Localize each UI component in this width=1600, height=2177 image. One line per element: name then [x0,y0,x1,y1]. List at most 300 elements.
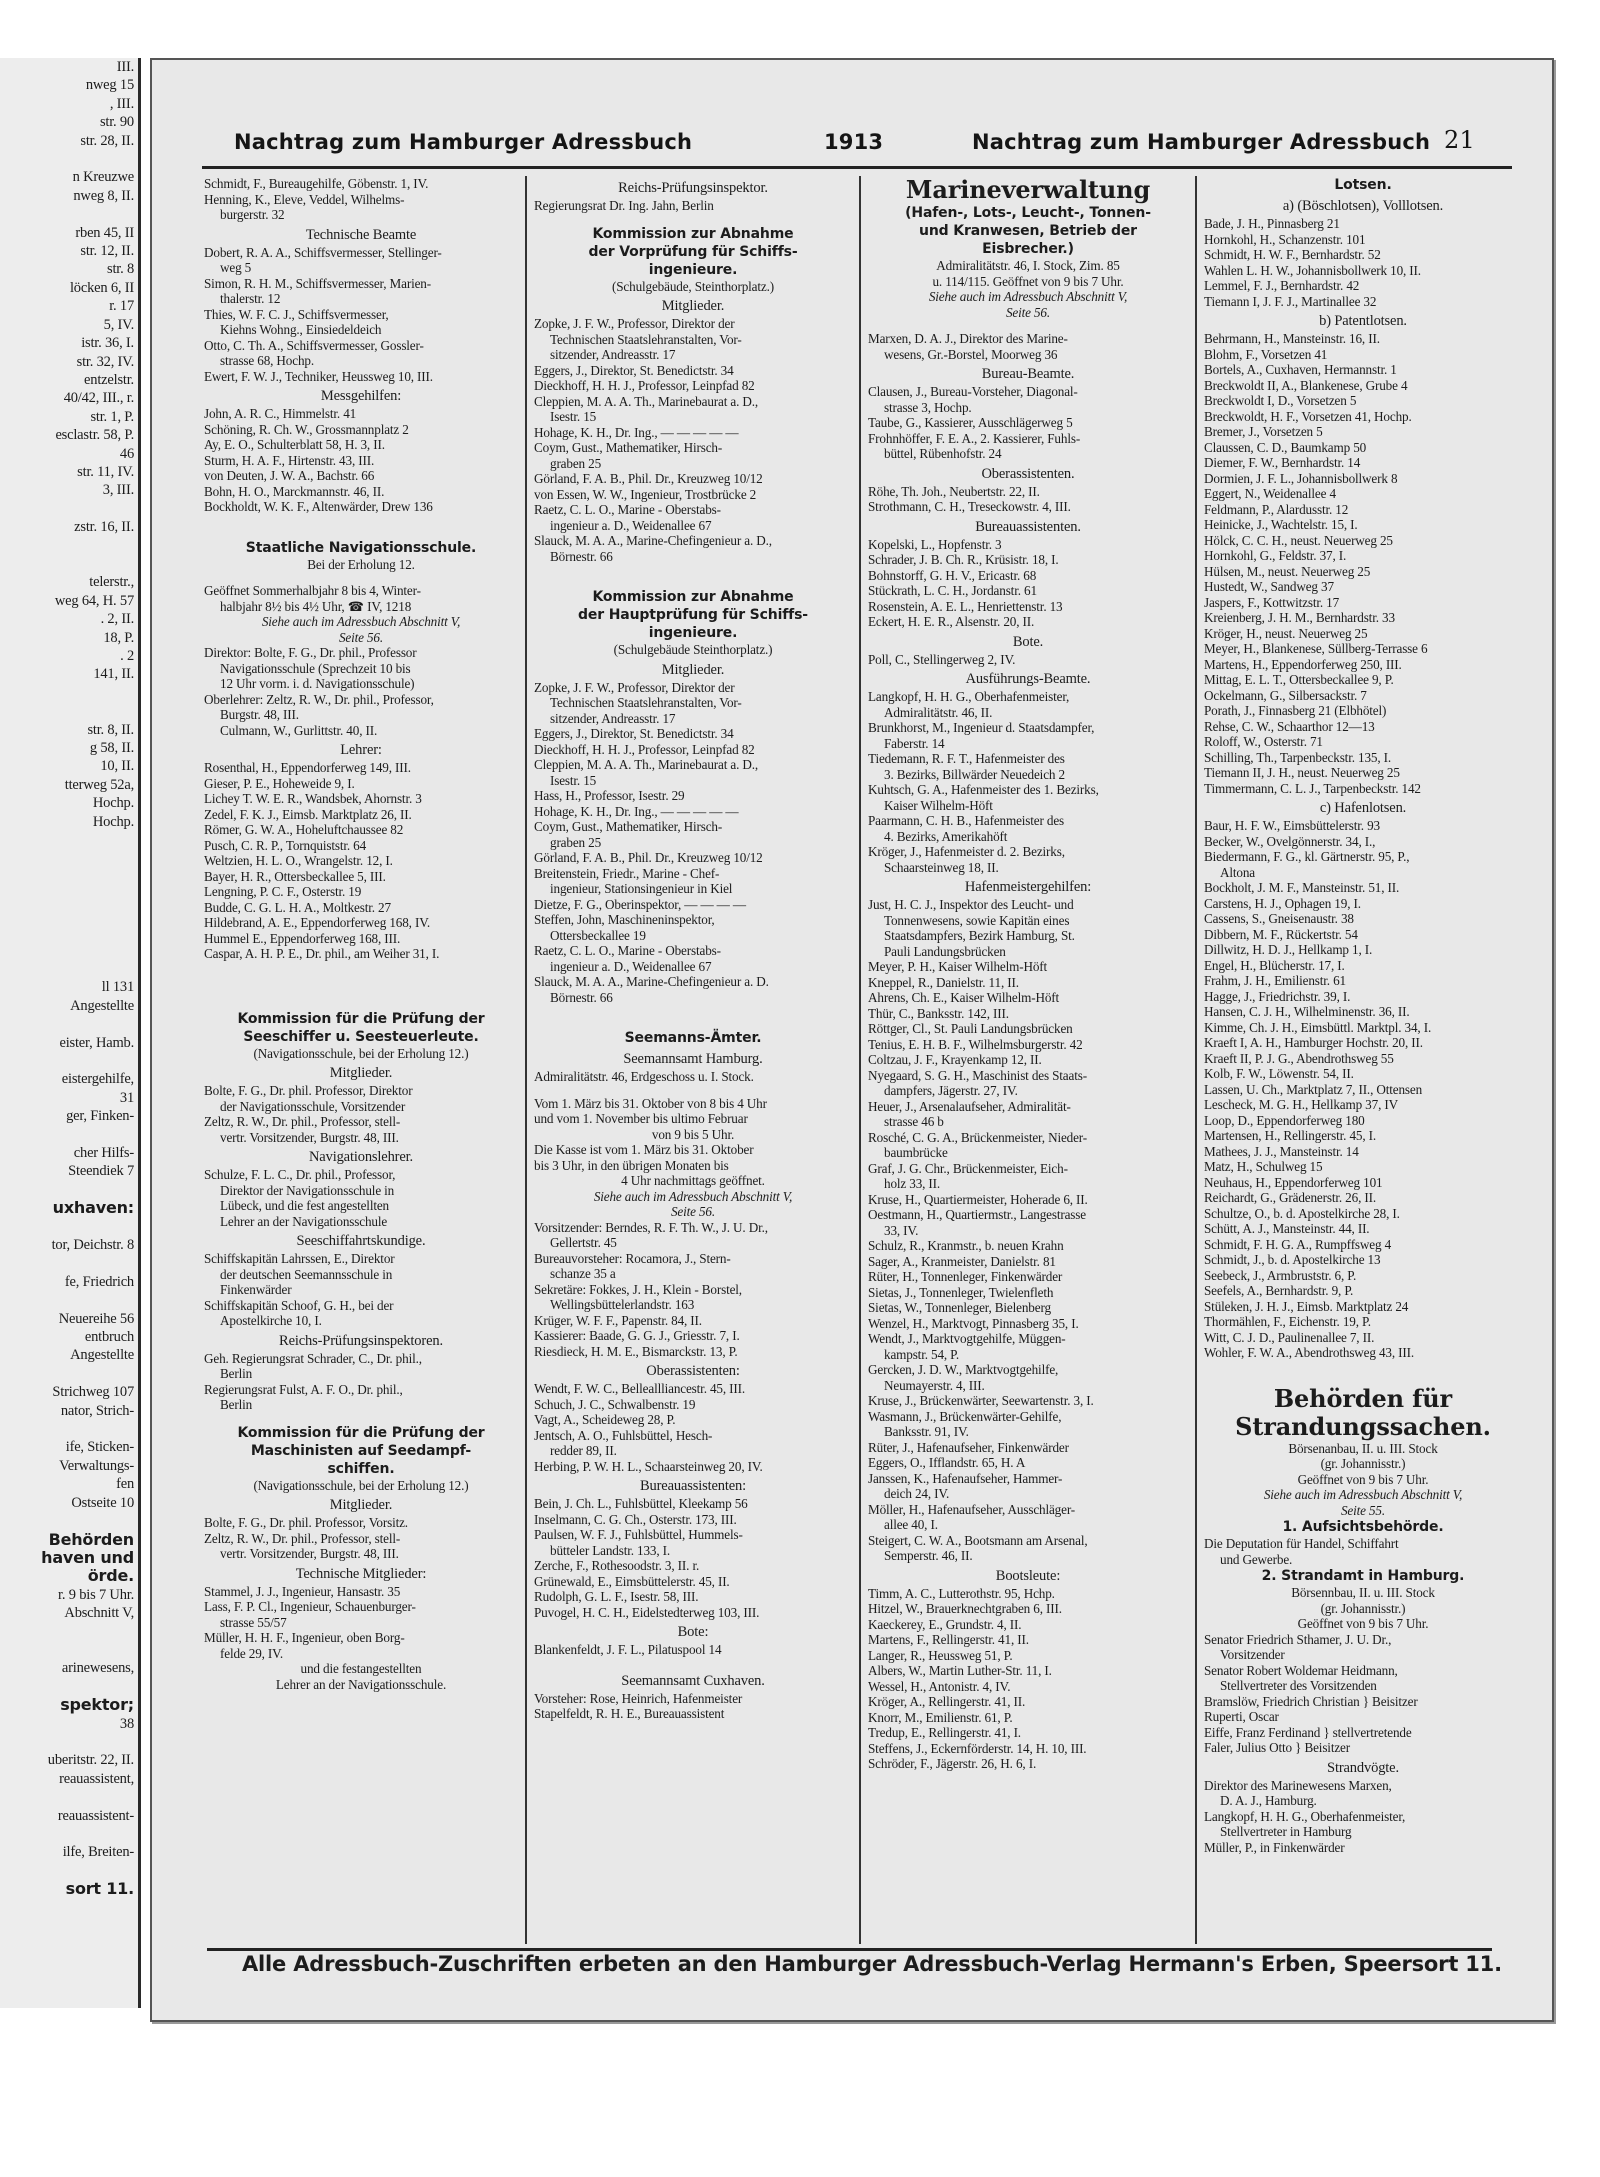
directory-entry: Langkopf, H. H. G., Oberhafenmeister, [1204,1808,1406,1824]
directory-entry: Röhe, Th. Joh., Neubertstr. 22, II. [868,483,1040,499]
entry-continuation: strasse 3, Hochp. [884,399,972,415]
directory-entry: Rosenstein, A. E. L., Henriettenstr. 13 [868,598,1063,614]
section-heading: Bureauassistenten: [639,1478,747,1494]
section-note: Siehe auch im Adressbuch Abschnitt V, [261,614,461,629]
section-heading: Strandvögte. [1327,1759,1399,1776]
section-note: Geöffnet von 9 bis 7 Uhr. [1297,1616,1429,1631]
entry-continuation: holz 33, II. [884,1176,941,1191]
directory-entry: und vom 1. November bis ultimo Februar [534,1111,748,1126]
section-note: (Schulgebäude Steinthorplatz.) [613,642,773,657]
directory-entry: Thies, W. F. C. J., Schiffsvermesser, [204,306,389,322]
previous-page-line: str. 11, IV. [77,463,134,480]
directory-entry: Coym, Gust., Mathematiker, Hirsch- [534,440,723,455]
directory-entry: Tredup, E., Rellingerstr. 41, I. [868,1725,1021,1740]
previous-page-line: str. 28, II. [80,132,134,149]
section-title: Marineverwaltung [905,176,1151,204]
section-title: Kommission zur Abnahme [592,589,794,605]
section-note: Börsenanbau, II. u. III. Stock [1288,1440,1438,1456]
previous-page-line [0,537,138,555]
previous-page-line: arinewesens, [61,1660,134,1677]
entry-continuation: Lehrer an der Navigationsschule [220,1213,388,1229]
section-heading: Technische Beamte [305,226,417,243]
directory-entry: Oberlehrer: Zeltz, R. W., Dr. phil., Professor, [204,691,434,707]
entry-continuation: Burgstr. 48, III. [220,707,299,722]
directory-entry: Schuch, J. C., Schwalbenstr. 19 [534,1396,696,1412]
column-divider [1195,176,1197,1944]
directory-entry: Lemmel, F. J., Bernhardstr. 42 [1204,278,1360,293]
entry-continuation: sitzender, Andreasstr. 17 [550,710,676,726]
directory-entry: Die Kasse ist vom 1. März bis 31. Oktober [534,1142,754,1157]
spacer [204,986,518,1010]
section-note: Siehe auch im Adressbuch Abschnitt V, [1263,1487,1463,1502]
directory-entry: Timm, A. C., Lutterothstr. 95, Hchp. [868,1585,1055,1601]
directory-entry: Behrmann, H., Mansteinstr. 16, II. [1204,331,1380,346]
directory-entry: Reichardt, G., Grädenerstr. 26, II. [1204,1190,1376,1205]
directory-entry: Gieser, P. E., Hoheweide 9, I. [204,775,355,791]
previous-page-line [0,1862,138,1880]
directory-entry: Martens, H., Eppendorferweg 250, III. [1204,656,1402,672]
directory-entry: Direktor des Marinewesens Marxen, [1204,1777,1392,1793]
section-note: u. 114/115. Geöffnet von 9 bis 7 Uhr. [932,273,1124,289]
directory-entry: Nyegaard, S. G. H., Maschinist des Staats- [868,1067,1087,1083]
directory-entry: Wendt, F. W. C., Belleallliancestr. 45, III. [534,1381,746,1396]
section-note: (gr. Johannisstr.) [1320,1456,1406,1471]
entry-continuation: Banksstr. 91, IV. [884,1424,969,1439]
directory-entry: Zopke, J. F. W., Professor, Direktor der [534,679,735,695]
directory-entry: Biedermann, F. G., kl. Gärtnerstr. 95, P., [1204,849,1410,864]
section-note: Börsennbau, II. u. III. Stock [1291,1585,1435,1600]
directory-entry: Albers, W., Martin Luther-Str. 11, I. [868,1663,1052,1678]
directory-entry: Taube, G., Kassierer, Ausschlägerweg 5 [868,415,1073,430]
directory-entry: Knorr, M., Emilienstr. 61, P. [868,1709,1013,1725]
directory-entry: Slauck, M. A. A., Marine-Chefingenieur a. D. [534,974,769,989]
previous-page-line: örde. [87,1566,134,1586]
directory-entry: Oestmann, H., Quartiermstr., Langestrasse [868,1207,1086,1222]
column-divider [525,176,527,1944]
column-1 [204,176,518,1944]
directory-entry: Mittag, E. L. T., Ottersbeckallee 9, P. [1204,672,1394,687]
directory-entry: Breitenstein, Friedr., Marine - Chef- [534,865,720,881]
spacer [204,1413,518,1424]
section-heading: Navigationslehrer. [308,1149,413,1165]
section-note: Seite 56. [670,1204,716,1219]
directory-entry: Budde, C. G. L. H. A., Moltkestr. 27 [204,899,391,915]
directory-entry: Bramslöw, Friedrich Christian } Beisitzer [1204,1693,1418,1709]
directory-entry: Stüleken, J. H. J., Eimsb. Marktplatz 24 [1204,1298,1409,1314]
entry-continuation: Stellvertreter des Vorsitzenden [1220,1678,1377,1693]
directory-entry: Görland, F. A. B., Phil. Dr., Kreuzweg 10/12 [534,850,763,865]
previous-page-line: Neuereihe 56 [58,1310,134,1327]
directory-entry: Wenzel, H., Marktvogt, Pinnasberg 35, I. [868,1315,1079,1331]
section-heading: Bureau-Beamte. [981,366,1075,382]
directory-entry: Caspar, A. H. P. E., Dr. phil., am Weiher 31, I. [204,946,440,961]
entry-continuation: baumbrücke [884,1145,948,1160]
previous-page-line: Verwaltungs- [59,1457,134,1474]
directory-entry: Martens, F., Rellingerstr. 41, II. [868,1632,1029,1647]
previous-page-line [0,905,138,923]
previous-page-line: fe, Friedrich [64,1273,134,1290]
directory-entry: Rosché, C. G. A., Brückenmeister, Nieder- [868,1129,1088,1145]
entry-continuation: schanze 35 a [550,1266,616,1281]
section-title: ingenieure. [648,261,738,278]
directory-entry: Heinicke, J., Wachtelstr. 15, I. [1204,517,1358,532]
directory-entry: Lengning, P. C. F., Osterstr. 19 [204,884,362,899]
directory-entry: Hummel E., Eppendorferweg 168, III. [204,930,401,946]
entry-continuation: burgerstr. 32 [220,207,285,222]
directory-entry: Rüter, J., Hafenaufseher, Finkenwärder [868,1439,1069,1455]
directory-entry: Eggert, N., Weidenallee 4 [1204,486,1336,501]
previous-page-line: ll 131 [101,979,134,996]
section-title: Staatliche Navigationsschule. [245,539,477,556]
previous-page-line: 141, II. [93,666,134,683]
previous-page-line [0,942,138,960]
directory-entry: Matz, H., Schulweg 15 [1204,1159,1323,1174]
previous-page-line: str. 1, P. [90,408,134,425]
directory-entry: Kolb, F. W., Löwenstr. 54, II. [1204,1066,1354,1081]
spacer [1204,1361,1522,1385]
directory-entry: Kröger, H., neust. Neuerweg 25 [1204,625,1368,641]
directory-entry: Seefels, A., Bernhardstr. 9, P. [1204,1283,1354,1298]
directory-entry: Geöffnet Sommerhalbjahr 8 bis 4, Winter- [204,583,421,598]
directory-entry: Zerche, F., Rothesoodstr. 3, II. r. [534,1558,700,1573]
previous-page-line: löcken 6, II [69,279,134,296]
section-title: Seemanns-Ämter. [624,1030,762,1046]
directory-entry: Herbing, P. W. H. L., Schaarsteinweg 20, IV. [534,1458,763,1474]
directory-entry: Bremer, J., Vorsetzen 5 [1204,424,1323,439]
entry-continuation: bütteler Landstr. 133, I. [550,1542,671,1558]
previous-page-line [0,1420,138,1438]
previous-page-line: esclastr. 58, P. [55,427,134,444]
entry-continuation: Börnestr. 66 [550,548,613,564]
entry-continuation: 33, IV. [884,1222,919,1238]
directory-entry: Tenius, E. H. B. F., Wilhelmsburgerstr. 42 [868,1036,1083,1052]
directory-entry: Dietze, F. G., Oberinspektor, — — — — [534,896,746,912]
spacer [204,515,518,539]
section-heading: Mitglieder. [329,1065,393,1081]
directory-entry: Stapelfeldt, R. H. E., Bureauassistent [534,1706,725,1721]
directory-entry: Möller, H., Hafenaufseher, Ausschläger- [868,1501,1076,1517]
previous-page-line: entbruch [84,1329,134,1346]
previous-page-line: 40/42, III., r. [63,390,134,407]
previous-page-line: 10, II. [100,758,134,775]
directory-entry: Just, H. C. J., Inspektor des Leucht- und [868,897,1074,912]
previous-page-line: Hochp. [92,813,134,830]
previous-page-line: . 2, II. [100,611,134,628]
section-note: Seite 55. [1340,1502,1386,1518]
section-heading: Lehrer: [340,742,382,758]
section-heading: Oberassistenten: [646,1363,740,1379]
directory-entry: Frahm, J. H., Emilienstr. 61 [1204,973,1346,988]
entry-continuation: Berlin [220,1366,253,1381]
directory-entry: Slauck, M. A. A., Marine-Chefingenieur a. D., [534,533,772,548]
directory-entry: Witt, C. J. D., Paulinenallee 7, II. [1204,1329,1375,1345]
directory-entry: Janssen, K., Hafenaufseher, Hammer- [868,1470,1063,1486]
directory-entry: Die Deputation für Handel, Schiffahrt [1204,1536,1399,1551]
previous-page-line [0,886,138,904]
entry-continuation: dampfers, Jägerstr. 27, IV. [884,1083,1018,1098]
entry-continuation: vertr. Vorsitzender, Burgstr. 48, III. [220,1546,399,1561]
directory-entry: Schmidt, F., Bureaugehilfe, Göbenstr. 1, IV. [204,176,429,191]
directory-entry: Wessel, H., Antonistr. 4, IV. [868,1678,1011,1694]
previous-page-line: entzelstr. [84,371,134,388]
previous-page-line: weg 64, H. 57 [54,592,134,609]
previous-page-line [0,1254,138,1272]
directory-entry: John, A. R. C., Himmelstr. 41 [204,406,357,421]
directory-entry: Heuer, J., Arsenalaufseher, Admiralität- [868,1098,1071,1114]
directory-entry: Schmidt, J., b. d. Apostelkirche 13 [1204,1252,1381,1267]
directory-entry: Jaspers, F., Kottwitzstr. 17 [1204,594,1340,610]
directory-entry: Geh. Regierungsrat Schrader, C., Dr. phil., [204,1350,422,1366]
previous-page-line: tterweg 52a, [64,776,134,793]
directory-entry: Hildebrand, A. E., Eppendorferweg 168, IV. [204,915,431,930]
previous-page-line [0,1512,138,1530]
directory-entry: Simon, R. H. M., Schiffsvermesser, Marien- [204,275,431,291]
directory-entry: Admiralitätstr. 46, Erdgeschoss u. I. Stock. [534,1069,754,1084]
previous-page-line: Behörden [48,1529,134,1549]
spacer [534,1085,852,1096]
section-title: der Vorprüfung für Schiffs- [588,243,798,260]
directory-entry: Dibbern, M. F., Rückertstr. 54 [1204,926,1358,942]
directory-entry: Engel, H., Blücherstr. 17, I. [1204,957,1345,973]
previous-page-line [0,684,138,702]
previous-page-line: 31 [119,1089,134,1106]
section-note: von 9 bis 5 Uhr. [651,1126,735,1142]
section-note: Siehe auch im Adressbuch Abschnitt V, [593,1188,793,1204]
directory-entry: Bockholdt, W. K. F., Altenwärder, Drew 136 [204,499,433,514]
spacer [534,1005,852,1029]
directory-entry: Raetz, C. L. O., Marine - Oberstabs- [534,943,721,958]
section-title: Kommission für die Prüfung der [237,1010,485,1027]
previous-page-line: str. 12, II. [80,243,134,260]
directory-entry: Neuhaus, H., Eppendorferweg 101 [1204,1174,1383,1190]
section-note: (Schulgebäude, Steinthorplatz.) [612,278,774,294]
previous-page-line: ife, Sticken- [65,1439,134,1456]
previous-page-line: str. 90 [99,114,134,131]
entry-continuation: strasse 68, Hochp. [220,353,314,368]
directory-entry: Coltzau, J. F., Krayenkamp 12, II. [868,1052,1042,1067]
directory-entry: Schütt, A. J., Mansteinstr. 44, II. [1204,1221,1370,1236]
directory-entry: Dieckhoff, H. H. J., Professor, Leinpfad 82 [534,741,755,757]
directory-entry: Sager, A., Kranmeister, Danielstr. 81 [868,1253,1056,1269]
previous-page-line: , III. [109,95,134,112]
directory-entry: Schiffskapitän Lahrssen, E., Direktor [204,1251,395,1266]
entry-continuation: Pauli Landungsbrücken [884,943,1006,959]
section-heading: Technische Mitglieder: [295,1565,427,1582]
directory-entry: Bein, J. Ch. L., Fuhlsbüttel, Kleekamp 56 [534,1496,748,1511]
section-title: ingenieure. [648,625,738,641]
section-heading: Mitglieder. [329,1497,393,1513]
directory-entry: Vorsteher: Rose, Heinrich, Hafenmeister [534,1690,743,1706]
entry-continuation: allee 40, I. [884,1517,938,1532]
directory-entry: Dobert, R. A. A., Schiffsvermesser, Stellinger- [204,244,442,260]
directory-entry: Claussen, C. D., Baumkamp 50 [1204,439,1367,455]
previous-page-line: ilfe, Breiten- [62,1844,134,1861]
entry-continuation: graben 25 [550,455,602,471]
entry-continuation: Isestr. 15 [550,772,597,788]
directory-entry: Clausen, J., Bureau-Vorsteher, Diagonal- [868,384,1078,399]
directory-entry: Cassens, S., Gneisenaustr. 38 [1204,911,1354,926]
section-title: 2. Strandamt in Hamburg. [1261,1568,1465,1584]
directory-entry: Diemer, F. W., Bernhardstr. 14 [1204,455,1361,470]
directory-entry: Lescheck, M. G. H., Hellkamp 37, IV [1204,1097,1398,1112]
column-4 [1204,176,1522,1944]
entry-continuation: ingenieur a. D., Weidenallee 67 [550,517,712,533]
directory-entry: Zedel, F. K. J., Eimsb. Marktplatz 26, II. [204,806,412,822]
directory-entry: Rudolph, G. L. F., Isestr. 58, III. [534,1589,699,1604]
directory-entry: Senator Robert Woldemar Heidmann, [1204,1662,1398,1678]
directory-entry: Langkopf, H. H. G., Oberhafenmeister, [868,689,1070,704]
section-heading: Bote. [1012,633,1044,650]
header-year: 1913 [824,130,884,154]
directory-entry: Seebeck, J., Armbruststr. 6, P. [1204,1267,1357,1283]
directory-entry: Wendt, J., Marktvogtgehilfe, Müggen- [868,1331,1066,1346]
section-note: Seite 56. [338,629,384,645]
directory-entry: Ay, E. O., Schulterblatt 58, H. 3, II. [204,437,385,452]
section-note: Bei der Erholung 12. [307,556,415,572]
entry-continuation: 3. Bezirks, Billwärder Neuedeich 2 [884,766,1065,782]
directory-entry: Kraeft II, P. J. G., Abendrothsweg 55 [1204,1050,1394,1066]
section-title: Lotsen. [1334,177,1392,193]
previous-page-line [0,702,138,720]
previous-page-line: sort 11. [65,1879,134,1899]
entry-continuation: Admiralitätstr. 46, II. [884,704,993,720]
directory-entry: Poll, C., Stellingerweg 2, IV. [868,651,1016,667]
directory-entry: Meyer, P. H., Kaiser Wilhelm-Höft [868,959,1048,974]
entry-continuation: 12 Uhr vorm. i. d. Navigationsschule) [220,676,415,691]
entry-continuation: strasse 55/57 [220,1614,287,1630]
entry-continuation: thalerstr. 12 [220,291,281,306]
previous-page-line [0,205,138,223]
directory-entry: Hustedt, W., Sandweg 37 [1204,579,1334,594]
directory-entry: Kröger, A., Rellingerstr. 41, II. [868,1694,1026,1709]
entry-continuation: sitzender, Andreasstr. 17 [550,347,676,362]
directory-entry: Breckwoldt I, D., Vorsetzen 5 [1204,393,1357,408]
directory-entry: Senator Friedrich Sthamer, J. U. Dr., [1204,1631,1392,1647]
page [150,58,1554,2022]
previous-page-line: str. 8 [107,261,134,278]
directory-entry: Dillwitz, H. D. J., Hellkamp 1, I. [1204,942,1373,957]
entry-continuation: Kiehns Wohng., Einsiedeldeich [220,322,382,337]
directory-entry: Hitzel, W., Brauerknechtgraben 6, III. [868,1601,1062,1616]
directory-entry: Riesdieck, H. M. E., Bismarckstr. 13, P. [534,1343,738,1359]
directory-entry: Rüter, H., Tonnenleger, Finkenwärder [868,1269,1063,1284]
previous-page-line [0,150,138,168]
directory-entry: Tiemann II, J. H., neust. Neuerweg 25 [1204,765,1400,780]
directory-entry: Tiemann I, J. F. J., Martinallee 32 [1204,293,1377,309]
directory-entry: Steffens, J., Eckernförderstr. 14, H. 10, III. [868,1740,1087,1756]
directory-entry: Frohnhöffer, F. E. A., 2. Kassierer, Fuhls- [868,430,1081,446]
entry-continuation: Tonnenwesens, sowie Kapitän eines [884,912,1070,928]
previous-page-line: cher Hilfs- [73,1144,134,1161]
directory-entry: Eggers, O., Ifflandstr. 65, H. A [868,1455,1026,1470]
directory-entry: Otto, C. Th. A., Schiffsvermesser, Gossler- [204,337,424,353]
spacer [534,564,852,588]
directory-entry: Graf, J. G. Chr., Brückenmeister, Eich- [868,1160,1068,1176]
directory-entry: Schmidt, F. H. G. A., Rumpffsweg 4 [1204,1236,1392,1252]
entry-continuation: Faberstr. 14 [884,735,945,751]
directory-entry: Timmermann, C. L. J., Tarpenbeckstr. 142 [1204,780,1421,796]
directory-entry: Gercken, J. D. W., Marktvogtgehilfe, [868,1362,1059,1377]
spacer [204,962,518,986]
previous-page-line: r. 9 bis 7 Uhr. [58,1586,134,1603]
directory-entry: Inselmann, C. G. Ch., Osterstr. 173, III. [534,1511,737,1527]
directory-entry: Vom 1. März bis 31. Oktober von 8 bis 4 Uhr [534,1095,767,1111]
entry-continuation: Kaiser Wilhelm-Höft [884,797,993,813]
directory-entry: Baur, H. F. W., Eimsbüttelerstr. 93 [1204,818,1380,833]
previous-page-line: reauassistent- [57,1807,134,1824]
directory-entry: Lichey T. W. E. R., Wandsbek, Ahornstr. 3 [204,791,422,806]
footer-rule [207,1948,1492,1951]
directory-entry: Wahlen L. H. W., Johannisbollwerk 10, II. [1204,262,1421,278]
previous-page-line: Steendiek 7 [68,1163,134,1180]
directory-entry: Cleppien, M. A. A. Th., Marinebaurat a. D., [534,393,759,409]
previous-page-line: fen [116,1476,134,1493]
previous-page-line: . 2 [120,648,134,664]
entry-continuation: büttel, Rübenhofstr. 24 [884,446,1002,461]
directory-entry: Zeltz, R. W., Dr. phil., Professor, stell- [204,1530,401,1546]
entry-continuation: Isestr. 15 [550,409,597,424]
previous-page-line [0,1623,138,1641]
directory-entry: Schmidt, H. W. F., Bernhardstr. 52 [1204,247,1381,262]
entry-continuation: Wellingsbüttelerlandstr. 163 [550,1297,695,1312]
directory-entry: Hohage, K. H., Dr. Ing., — — — — — [534,803,739,819]
directory-entry: Becker, W., Ovelgönnerstr. 34, I., [1204,833,1376,849]
previous-page-line: reauassistent, [59,1770,134,1787]
directory-entry: Hölck, C. C. H., neust. Neuerweg 25 [1204,532,1393,548]
section-heading: c) Hafenlotsen. [1319,800,1407,816]
previous-page-line [0,1365,138,1383]
directory-entry: von Essen, W. W., Ingenieur, Trostbrücke 2 [534,486,757,502]
section-title: der Hauptprüfung für Schiffs- [578,607,808,623]
directory-entry: Weltzien, H. L. O., Wrangelstr. 12, I. [204,853,393,868]
directory-entry: Wohler, F. W. A., Abendrothsweg 43, III. [1204,1345,1415,1360]
entry-continuation: Finkenwärder [220,1282,292,1297]
directory-entry: Kröger, J., Hafenmeister d. 2. Bezirks, [868,844,1065,859]
entry-continuation: wesens, Gr.-Borstel, Moorweg 36 [884,346,1058,362]
directory-entry: Kopelski, L., Hopfenstr. 3 [868,536,1002,552]
section-heading: Seemannsamt Hamburg. [623,1051,763,1067]
directory-entry: Ruperti, Oscar [1204,1709,1279,1724]
section-note: (gr. Johannisstr.) [1320,1600,1406,1616]
directory-entry: Schilling, Th., Tarpenbeckstr. 135, I. [1204,749,1392,765]
directory-entry: Kruse, H., Quartiermeister, Hoherade 6, II. [868,1191,1088,1207]
previous-page-line [0,923,138,941]
previous-page-line: nator, Strich- [60,1402,134,1419]
previous-page-line: telerstr., [89,574,134,591]
previous-page-line: 3, III. [102,482,134,499]
entry-continuation: und Gewerbe. [1220,1551,1293,1567]
section-heading: Hafenmeistergehilfen: [964,879,1092,895]
previous-page-line: nweg 15 [85,77,134,94]
section-title: Kommission zur Abnahme [592,225,794,242]
entry-continuation: Berlin [220,1397,253,1412]
directory-entry: Loop, D., Eppendorferweg 180 [1204,1112,1365,1128]
directory-entry: Müller, P., in Finkenwärder [1204,1839,1345,1855]
directory-entry: Schulze, F. L. C., Dr. phil., Professor, [204,1167,396,1182]
section-heading: Ausführungs-Beamte. [965,671,1091,687]
previous-page-line: Hochp. [92,795,134,812]
section-note: (Navigationsschule, bei der Erholung 12.) [253,1045,469,1061]
directory-entry: Rosenthal, H., Eppendorferweg 149, III. [204,760,411,775]
previous-page-line [0,1825,138,1843]
section-heading: b) Patentlotsen. [1319,313,1407,329]
section-note: Lehrer an der Navigationsschule. [275,1676,447,1692]
directory-entry: Lassen, U. Ch., Marktplatz 7, II., Ottensen [1204,1081,1423,1097]
previous-page-line [0,1641,138,1659]
directory-entry: Thür, C., Banksstr. 142, III. [868,1005,1009,1021]
section-heading: Messgehilfen: [320,388,402,404]
directory-entry: Paulsen, W. F. J., Fuhlsbüttel, Hummels- [534,1527,743,1542]
